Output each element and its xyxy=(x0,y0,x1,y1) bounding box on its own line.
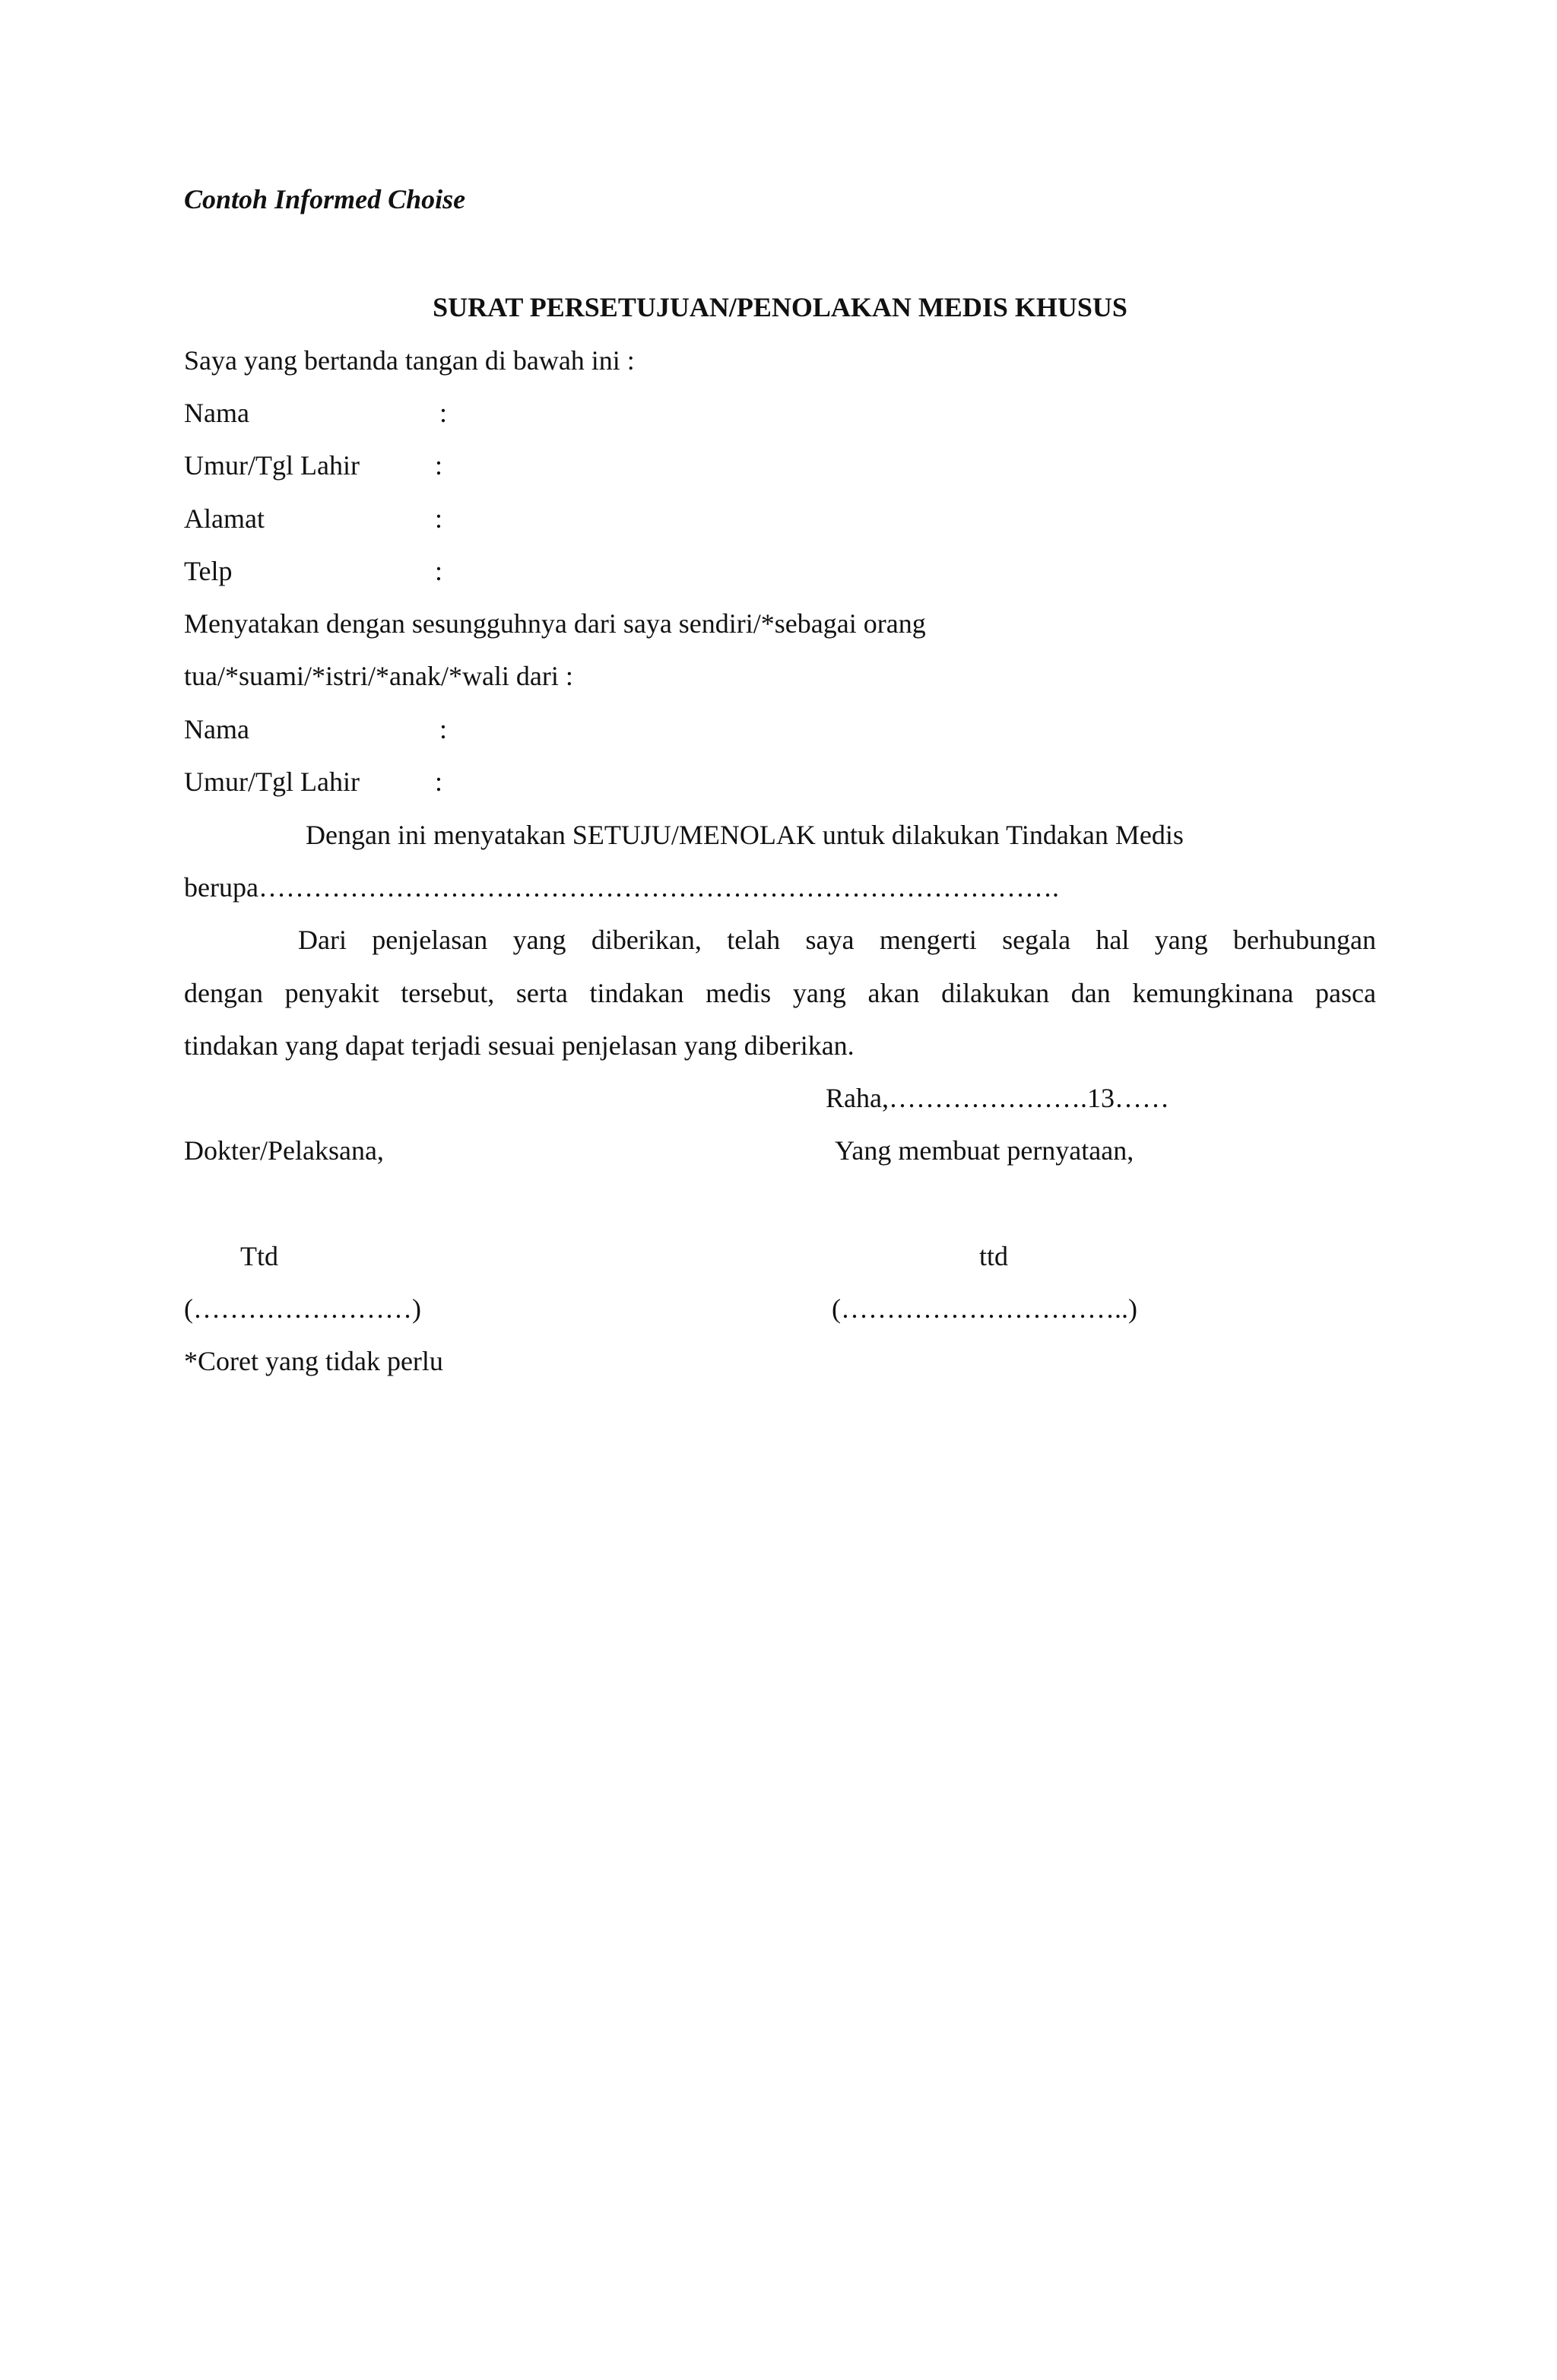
right-signature: ttd xyxy=(979,1241,1009,1271)
consent-line: berupa……………………………………………………………………………. xyxy=(184,872,1059,903)
place-date: Raha,………………….13…… xyxy=(826,1083,1169,1113)
document-title: SURAT PERSETUJUAN/PENOLAKAN MEDIS KHUSUS xyxy=(433,292,1127,322)
field-colon: : xyxy=(435,450,443,481)
field-label-nama: Nama xyxy=(184,714,249,744)
field-colon: : xyxy=(435,556,443,586)
field-colon: : xyxy=(435,503,443,534)
field-colon: : xyxy=(439,398,448,428)
right-name-blank: (…………………………..) xyxy=(832,1293,1137,1324)
field-label-alamat: Alamat xyxy=(184,503,265,534)
document-heading: Contoh Informed Choise xyxy=(184,184,466,214)
explanation-line: Dari penjelasan yang diberikan, telah saya mengerti segala hal yang berhubungan xyxy=(298,925,1376,955)
field-colon: : xyxy=(435,766,443,797)
left-signature: Ttd xyxy=(240,1241,278,1271)
statement-line: tua/*suami/*istri/*anak/*wali dari : xyxy=(184,661,573,691)
field-label-nama: Nama xyxy=(184,398,249,428)
explanation-line: tindakan yang dapat terjadi sesuai penjelasan yang diberikan. xyxy=(184,1030,855,1061)
field-label-telp: Telp xyxy=(184,556,233,586)
field-label-umur: Umur/Tgl Lahir xyxy=(184,450,360,481)
footnote: *Coret yang tidak perlu xyxy=(184,1346,443,1376)
left-signer-title: Dokter/Pelaksana, xyxy=(184,1135,384,1166)
field-colon: : xyxy=(439,714,448,744)
consent-line: Dengan ini menyatakan SETUJU/MENOLAK untuk dilakukan Tindakan Medis xyxy=(306,820,1184,850)
field-label-umur: Umur/Tgl Lahir xyxy=(184,766,360,797)
left-name-blank: (……………………) xyxy=(184,1293,421,1324)
right-signer-title: Yang membuat pernyataan, xyxy=(835,1135,1134,1166)
statement-line: Menyatakan dengan sesungguhnya dari saya sendiri/*sebagai orang xyxy=(184,608,926,639)
intro-text: Saya yang bertanda tangan di bawah ini : xyxy=(184,345,635,376)
explanation-line: dengan penyakit tersebut, serta tindakan medis yang akan dilakukan dan kemungkinana pasca xyxy=(184,978,1376,1008)
